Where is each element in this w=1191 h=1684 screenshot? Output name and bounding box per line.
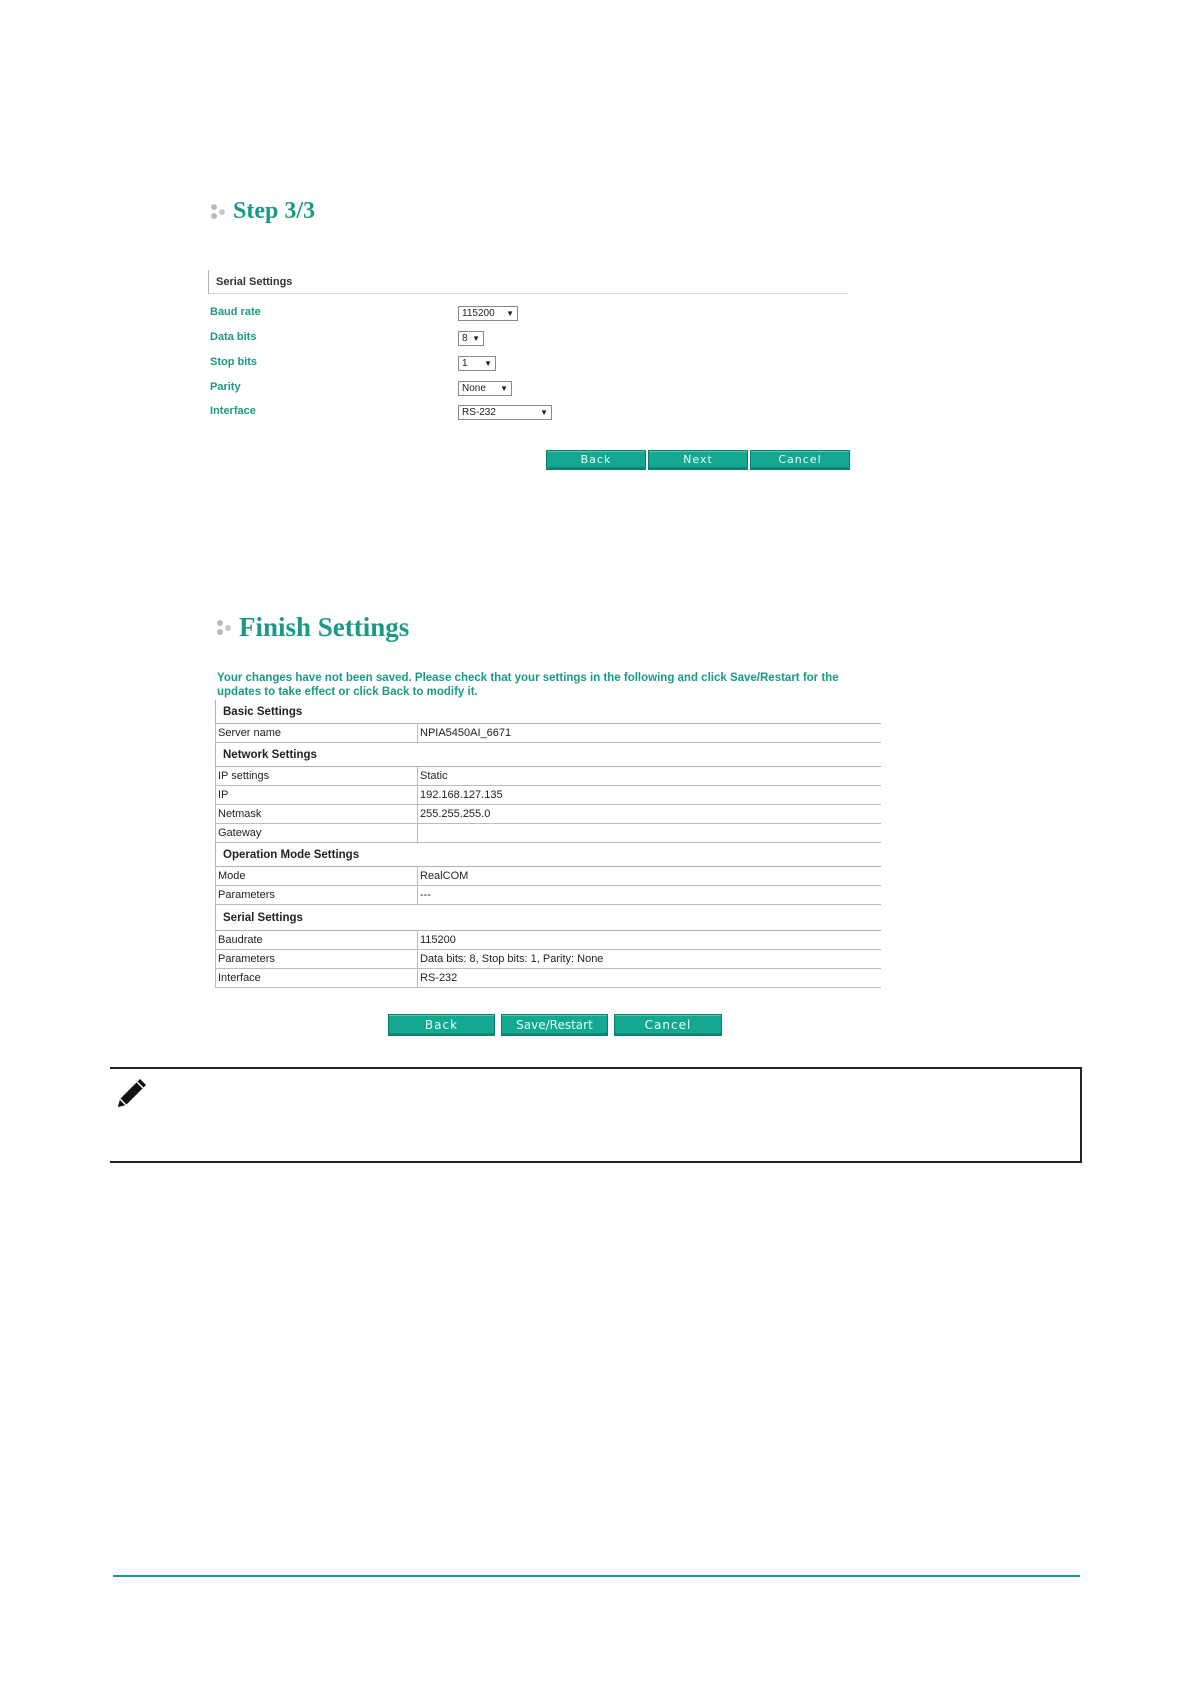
row-key: Interface <box>215 969 418 987</box>
note-box <box>110 1067 1082 1163</box>
row-value: RealCOM <box>420 870 469 882</box>
table-row <box>215 786 881 805</box>
baud-rate-value: 115200 <box>462 308 495 319</box>
unsaved-changes-message: Your changes have not been saved. Please check that your settings in the following and click Save/Restart for the updates to take effect or click Back to modify it. <box>217 672 839 698</box>
stop-bits-label: Stop bits <box>210 356 258 368</box>
step-cancel-button[interactable]: Cancel <box>750 450 850 470</box>
table-row <box>215 867 881 886</box>
row-key: Baudrate <box>215 931 418 949</box>
table-row <box>215 824 881 843</box>
row-value: NPIA5450AI_6671 <box>420 727 512 739</box>
dropdown-arrow-icon: ▼ <box>500 384 508 393</box>
data-bits-label: Data bits <box>210 331 257 343</box>
table-row <box>215 886 881 905</box>
row-key: Parameters <box>215 886 418 904</box>
row-value: Static <box>420 770 448 782</box>
table-row <box>215 805 881 824</box>
bullet-dots-icon <box>211 203 227 221</box>
row-key: Netmask <box>215 805 418 823</box>
table-row <box>215 767 881 786</box>
row-value: Data bits: 8, Stop bits: 1, Parity: None <box>420 953 604 965</box>
network-settings-header: Network Settings <box>215 743 881 767</box>
row-key: Server name <box>215 724 418 742</box>
basic-settings-header: Basic Settings <box>215 700 881 724</box>
data-bits-value: 8 <box>462 333 468 344</box>
row-key: IP settings <box>215 767 418 785</box>
row-key: Parameters <box>215 950 418 968</box>
row-value: 255.255.255.0 <box>420 808 491 820</box>
row-value: 115200 <box>420 934 456 946</box>
step-title <box>211 198 315 225</box>
row-value: 192.168.127.135 <box>420 789 503 801</box>
baud-rate-select[interactable] <box>458 306 518 321</box>
stop-bits-value: 1 <box>462 358 468 369</box>
dropdown-arrow-icon: ▼ <box>472 334 480 343</box>
row-value <box>418 824 881 842</box>
step-next-button[interactable]: Next <box>648 450 748 470</box>
interface-select[interactable] <box>458 405 552 420</box>
operation-mode-settings-header: Operation Mode Settings <box>215 843 881 867</box>
dropdown-arrow-icon: ▼ <box>540 408 548 417</box>
footer-rule <box>113 1575 1080 1577</box>
interface-label: Interface <box>210 405 256 417</box>
serial-settings-header: Serial Settings <box>208 270 848 294</box>
row-value: --- <box>420 889 431 901</box>
stop-bits-select[interactable] <box>458 356 496 371</box>
step-back-button[interactable]: Back <box>546 450 646 470</box>
parity-label: Parity <box>210 381 241 393</box>
finish-title-text: Finish Settings <box>239 612 410 642</box>
row-key: IP <box>215 786 418 804</box>
dropdown-arrow-icon: ▼ <box>484 359 492 368</box>
baud-rate-label: Baud rate <box>210 306 261 318</box>
table-row <box>215 931 881 950</box>
settings-summary-table <box>215 700 881 988</box>
table-row <box>215 969 881 988</box>
row-value: RS-232 <box>420 972 458 984</box>
dropdown-arrow-icon: ▼ <box>506 309 514 318</box>
table-row <box>215 724 881 743</box>
finish-cancel-button[interactable]: Cancel <box>614 1014 722 1036</box>
save-restart-button[interactable]: Save/Restart <box>501 1014 608 1036</box>
parity-select[interactable] <box>458 381 512 396</box>
table-row <box>215 950 881 969</box>
serial-settings-summary-header: Serial Settings <box>215 905 881 931</box>
bullet-dots-icon <box>217 619 233 637</box>
finish-back-button[interactable]: Back <box>388 1014 495 1036</box>
data-bits-select[interactable] <box>458 331 484 346</box>
step-title-text: Step 3/3 <box>233 198 316 224</box>
row-key: Gateway <box>215 824 418 842</box>
interface-value: RS-232 <box>462 407 496 418</box>
row-key: Mode <box>215 867 418 885</box>
parity-value: None <box>462 383 486 394</box>
pencil-icon <box>114 1075 150 1111</box>
finish-title <box>217 612 409 643</box>
